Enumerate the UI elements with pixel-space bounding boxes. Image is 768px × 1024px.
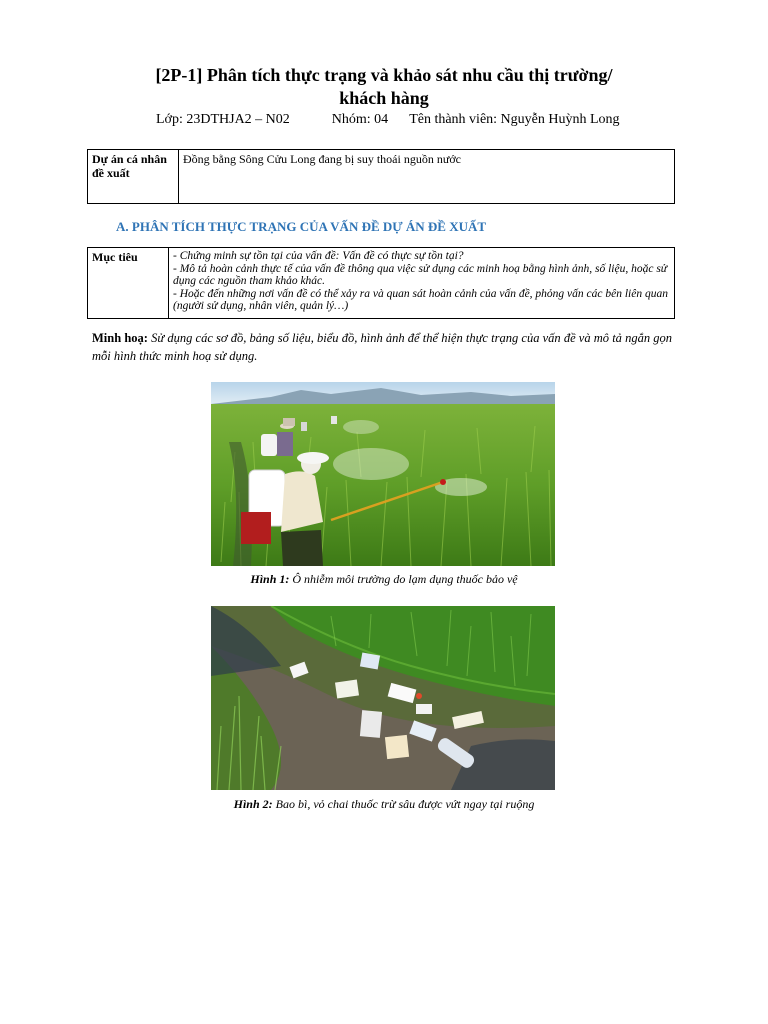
illustration-text: Sử dụng các sơ đồ, bảng số liệu, biểu đồ, hình ảnh để thể hiện thực trạng của vấn đề và mô tả ngắn gọn mỗi hình thức minh hoạ sử dụng.: [92, 331, 673, 363]
member-info: Tên thành viên: Nguyễn Huỳnh Long: [409, 112, 620, 127]
figure-1-label: Hình 1:: [250, 572, 290, 586]
objective-content: [169, 248, 675, 319]
doc-title-line2: khách hàng: [339, 88, 429, 108]
objective-line: - Hoặc đến những nơi vấn đề có thể xảy ra và quan sát hoàn cảnh của vấn đề, phỏng vấn các bên liên quan (người sử dụng, nhân viên, quản lý…): [173, 287, 668, 312]
objective-line: - Chứng minh sự tồn tại của vấn đề: Vấn đề có thực sự tồn tại?: [173, 250, 464, 262]
pesticide-spraying-image: [211, 382, 555, 566]
section-a-heading: A. PHÂN TÍCH THỰC TRẠNG CỦA VẤN ĐỀ DỰ ÁN ĐỀ XUẤT: [116, 219, 487, 234]
illustration-label: Minh hoạ:: [92, 331, 148, 345]
figure-1-photo: [211, 382, 555, 566]
figure-2-text: Bao bì, vỏ chai thuốc trừ sâu được vứt ngay tại ruộng: [272, 797, 535, 811]
group-info: Nhóm: 04: [331, 112, 389, 127]
objective-label: Mục tiêu: [88, 248, 169, 319]
objective-table: [87, 247, 675, 319]
class-meta-line: [156, 112, 620, 128]
project-label: Dự án cá nhân đề xuất: [88, 150, 179, 204]
figure-2-label: Hình 2:: [233, 797, 273, 811]
objective-line: - Mô tả hoàn cảnh thực tế của vấn đề thông qua việc sử dụng các minh hoạ bằng hình ảnh, số liệu, hoặc sử dụng các nguồn tham khảo khác.: [173, 262, 668, 287]
class-info: Lớp: 23DTHJA2 – N02: [156, 112, 290, 127]
figure-1-caption: [0, 572, 768, 587]
illustration-paragraph: [92, 329, 672, 365]
discarded-pesticide-packaging-image: [211, 606, 555, 790]
project-table: [87, 149, 675, 204]
figure-2-photo: [211, 606, 555, 790]
doc-title-line1: [2P-1] Phân tích thực trạng và khảo sát nhu cầu thị trường/: [155, 65, 613, 85]
project-value: Đồng bằng Sông Cửu Long đang bị suy thoái nguồn nước: [179, 150, 675, 204]
figure-1-text: Ô nhiễm môi trường do lạm dụng thuốc bảo vệ: [289, 572, 518, 586]
figure-2-caption: [0, 797, 768, 812]
